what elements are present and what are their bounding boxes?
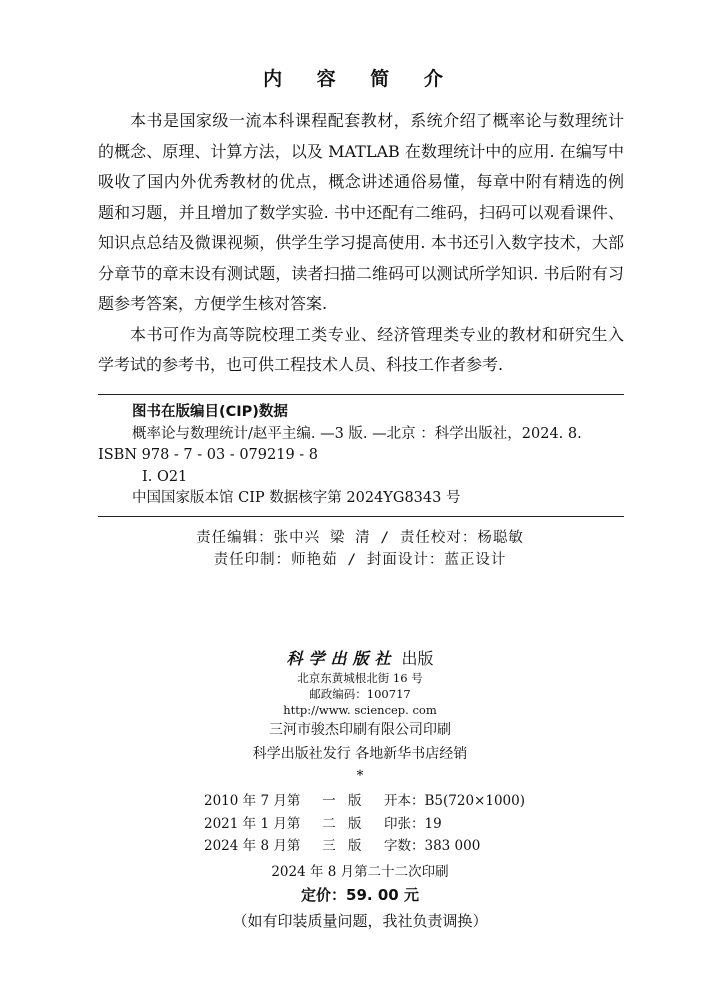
summary-paragraph-2: 本书可作为高等院校理工类专业、经济管理类专业的教材和研究生入学考试的参考书，也可供工程技术人员、科技工作者参考. bbox=[98, 324, 624, 374]
publisher-line bbox=[0, 648, 720, 670]
edition-number: 三 bbox=[322, 838, 336, 854]
edition-list bbox=[204, 790, 525, 858]
edition-date: 2021 年 1 月第 bbox=[204, 815, 301, 832]
book-summary bbox=[98, 106, 624, 381]
cip-block bbox=[98, 402, 624, 510]
edition-date: 2010 年 7 月第 bbox=[204, 793, 301, 809]
edition-number: 一 bbox=[322, 793, 336, 809]
editor-credits-line-1: 责任编辑：张中兴 梁 清 / 责任校对：杨聪敏 bbox=[196, 530, 524, 546]
editor-credits bbox=[0, 527, 720, 571]
imprint-block bbox=[0, 648, 720, 786]
edition-label: 版 bbox=[348, 815, 362, 832]
cip-top-divider bbox=[98, 394, 624, 395]
distribution-line: 科学出版社发行 各地新华书店经销 bbox=[252, 746, 468, 762]
editor-credits-line-2: 责任印制：师艳茹 / 封面设计：蓝正设计 bbox=[213, 552, 507, 568]
publisher-postcode: 邮政编码：100717 bbox=[309, 687, 411, 701]
edition-info: 字数：383 000 bbox=[384, 838, 481, 854]
edition-row bbox=[204, 790, 525, 813]
edition-row bbox=[204, 813, 525, 836]
cip-record-number: 中国国家版本馆 CIP 数据核字第 2024YG8343 号 bbox=[132, 490, 461, 506]
price: 定价：59. 00 元 bbox=[301, 886, 419, 904]
cip-isbn: ISBN 978 - 7 - 03 - 079219 - 8 bbox=[98, 447, 319, 463]
edition-info: 印张：19 bbox=[384, 815, 442, 832]
cip-title-line: 概率论与数理统计/赵平主编. —3 版. —北京 ：科学出版社，2024. 8. bbox=[132, 425, 582, 442]
edition-info: 开本：B5(720×1000) bbox=[384, 793, 525, 809]
edition-number: 二 bbox=[322, 815, 336, 832]
summary-paragraph-1: 本书是国家级一流本科课程配套教材，系统介绍了概率论与数理统计的概念、原理、计算方法，以及 MATLAB 在数理统计中的应用. 在编写中吸收了国内外优秀教材的优点，概念讲述通俗易懂，每章中附有精选的例题和习题，并且增加了数学实验. 书中还配有二维码，扫码可以观看课件、知识点总结及微课视频，供学生学习提高使用. 本书还引入数字技术，大部分章节的章末设有测试题，读者扫描二维码可以测试所学知识. 书后附有习题参考答案，方便学生核对答案. bbox=[98, 111, 624, 313]
publisher-name: 科学出版社 bbox=[286, 649, 397, 668]
edition-label: 版 bbox=[348, 838, 362, 854]
separator-star: * bbox=[356, 768, 364, 784]
edition-row bbox=[204, 835, 525, 858]
cip-bottom-divider bbox=[98, 516, 624, 517]
publisher-suffix: 出版 bbox=[401, 649, 434, 668]
publisher-address: 北京东黄城根北街 16 号 bbox=[297, 671, 423, 685]
cip-classification: Ⅰ. O21 bbox=[142, 468, 188, 485]
cip-heading: 图书在版编目(CIP)数据 bbox=[132, 404, 288, 420]
printer-line: 三河市骏杰印刷有限公司印刷 bbox=[269, 722, 451, 738]
publisher-website: http://www. sciencep. com bbox=[283, 703, 437, 717]
printing-line: 2024 年 8 月第二十二次印刷 bbox=[271, 864, 449, 880]
edition-label: 版 bbox=[348, 793, 362, 809]
page-title: 内 容 简 介 bbox=[263, 68, 457, 90]
quality-notice: （如有印装质量问题，我社负责调换） bbox=[232, 912, 488, 930]
edition-date: 2024 年 8 月第 bbox=[204, 838, 301, 854]
